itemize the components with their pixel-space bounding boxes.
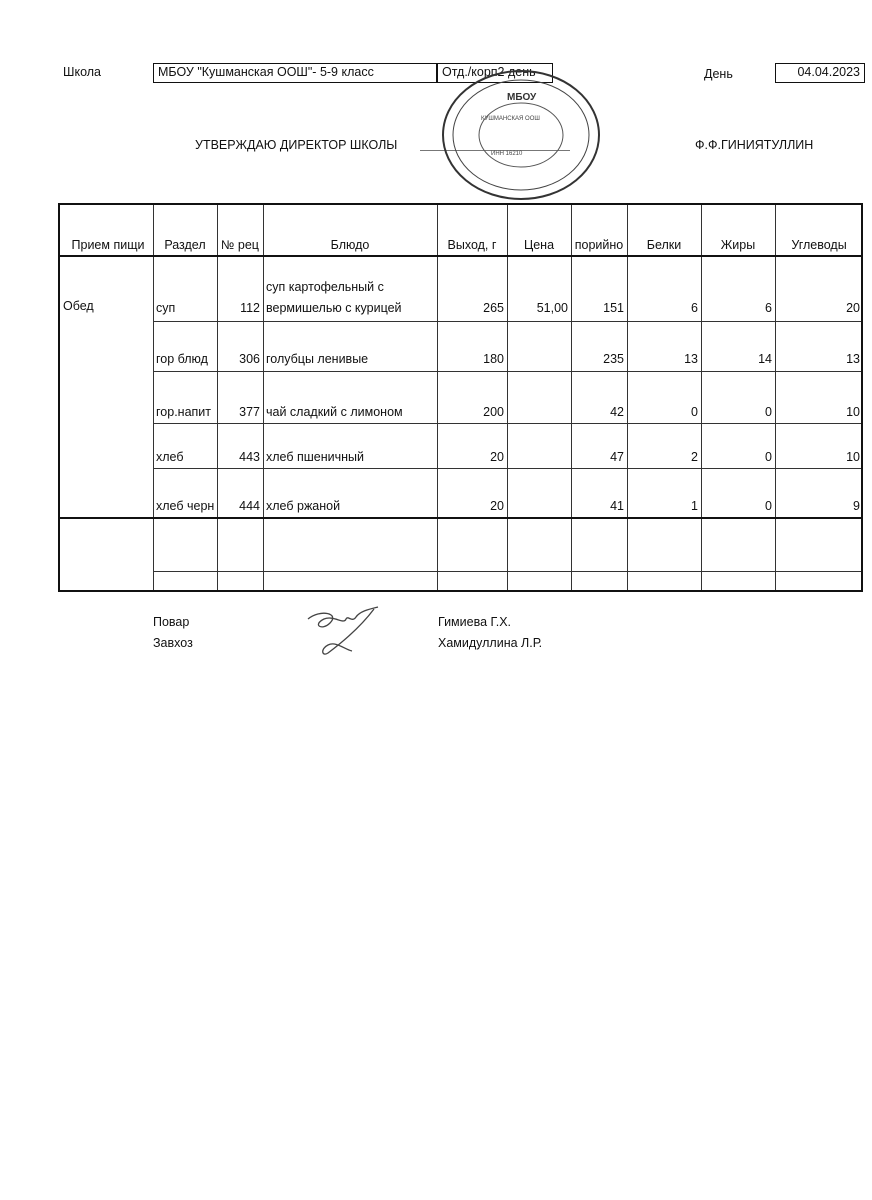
row-protein: 6 <box>691 301 698 315</box>
approve-text: УТВЕРЖДАЮ ДИРЕКТОР ШКОЛЫ <box>195 138 398 152</box>
stamp-line2: ИНН 16210 <box>491 151 523 157</box>
row-price: 51,00 <box>536 301 568 315</box>
row-yield: 20 <box>490 499 504 513</box>
row-carbs: 13 <box>846 352 860 366</box>
day-label: День <box>704 67 733 81</box>
row-dish: чай сладкий с лимоном <box>266 405 403 419</box>
row-kcal: 41 <box>610 499 624 513</box>
row-fat: 0 <box>765 450 772 464</box>
col-header-protein: Белки <box>646 238 682 252</box>
director-name: Ф.Ф.ГИНИЯТУЛЛИН <box>695 138 814 152</box>
row-yield: 265 <box>483 301 504 315</box>
col-header-yield: Выход, г <box>447 238 497 252</box>
row-dish: голубцы ленивые <box>266 352 369 366</box>
row-kcal: 42 <box>610 405 624 419</box>
row-fat: 6 <box>765 301 772 315</box>
signature <box>300 605 390 660</box>
row-section: хлеб черн <box>156 499 215 513</box>
school-field: МБОУ "Кушманская ООШ"- 5-9 класс <box>153 63 437 83</box>
col-header-price: Цена <box>523 238 555 252</box>
col-header-fat: Жиры <box>720 238 756 252</box>
row-carbs: 10 <box>846 405 860 419</box>
row-dish: хлеб пшеничный <box>266 450 365 464</box>
row-fat: 0 <box>765 499 772 513</box>
stamp-name: МБОУ <box>507 92 537 103</box>
row-recipe: 306 <box>239 352 260 366</box>
cook-label: Повар <box>153 615 190 629</box>
row-yield: 180 <box>483 352 504 366</box>
row-protein: 0 <box>691 405 698 419</box>
row-yield: 20 <box>490 450 504 464</box>
col-header-kcal: порийно <box>574 238 624 252</box>
row-kcal: 235 <box>603 352 624 366</box>
row-recipe: 443 <box>239 450 260 464</box>
row-protein: 1 <box>691 499 698 513</box>
stamp-line1: КУШМАНСКАЯ ООШ <box>481 116 540 122</box>
row-recipe: 377 <box>239 405 260 419</box>
row-dish-line1: суп картофельный с <box>266 280 384 294</box>
row-recipe: 112 <box>240 301 260 315</box>
dept-field: Отд./корп2 день <box>437 63 553 83</box>
row-fat: 0 <box>765 405 772 419</box>
row-fat: 14 <box>758 352 772 366</box>
row-protein: 13 <box>684 352 698 366</box>
date-field: 04.04.2023 <box>775 63 865 83</box>
row-recipe: 444 <box>239 499 260 513</box>
row-kcal: 47 <box>610 450 624 464</box>
row-carbs: 9 <box>853 499 860 513</box>
col-header-meal: Прием пищи <box>71 238 145 252</box>
meal-label: Обед <box>63 299 94 313</box>
col-header-carbs: Углеводы <box>791 238 847 252</box>
row-dish: хлеб ржаной <box>266 499 341 513</box>
col-header-recipe: № рец <box>221 238 259 252</box>
row-dish: вермишелью с курицей <box>266 301 402 315</box>
row-protein: 2 <box>691 450 698 464</box>
supply-label: Завхоз <box>153 636 193 650</box>
row-section: суп <box>156 301 176 315</box>
supply-name: Хамидуллина Л.Р. <box>438 636 543 650</box>
school-label: Школа <box>63 65 101 79</box>
col-header-section: Раздел <box>164 238 206 252</box>
row-kcal: 151 <box>603 301 624 315</box>
row-carbs: 20 <box>846 301 860 315</box>
row-carbs: 10 <box>846 450 860 464</box>
row-section: гор.напит <box>156 405 211 419</box>
cook-name: Гимиева Г.Х. <box>438 615 512 629</box>
menu-table <box>58 203 863 592</box>
row-yield: 200 <box>483 405 504 419</box>
official-stamp <box>433 40 603 200</box>
row-section: гор блюд <box>156 352 208 366</box>
col-header-dish: Блюдо <box>330 238 370 252</box>
row-section: хлеб <box>156 450 184 464</box>
